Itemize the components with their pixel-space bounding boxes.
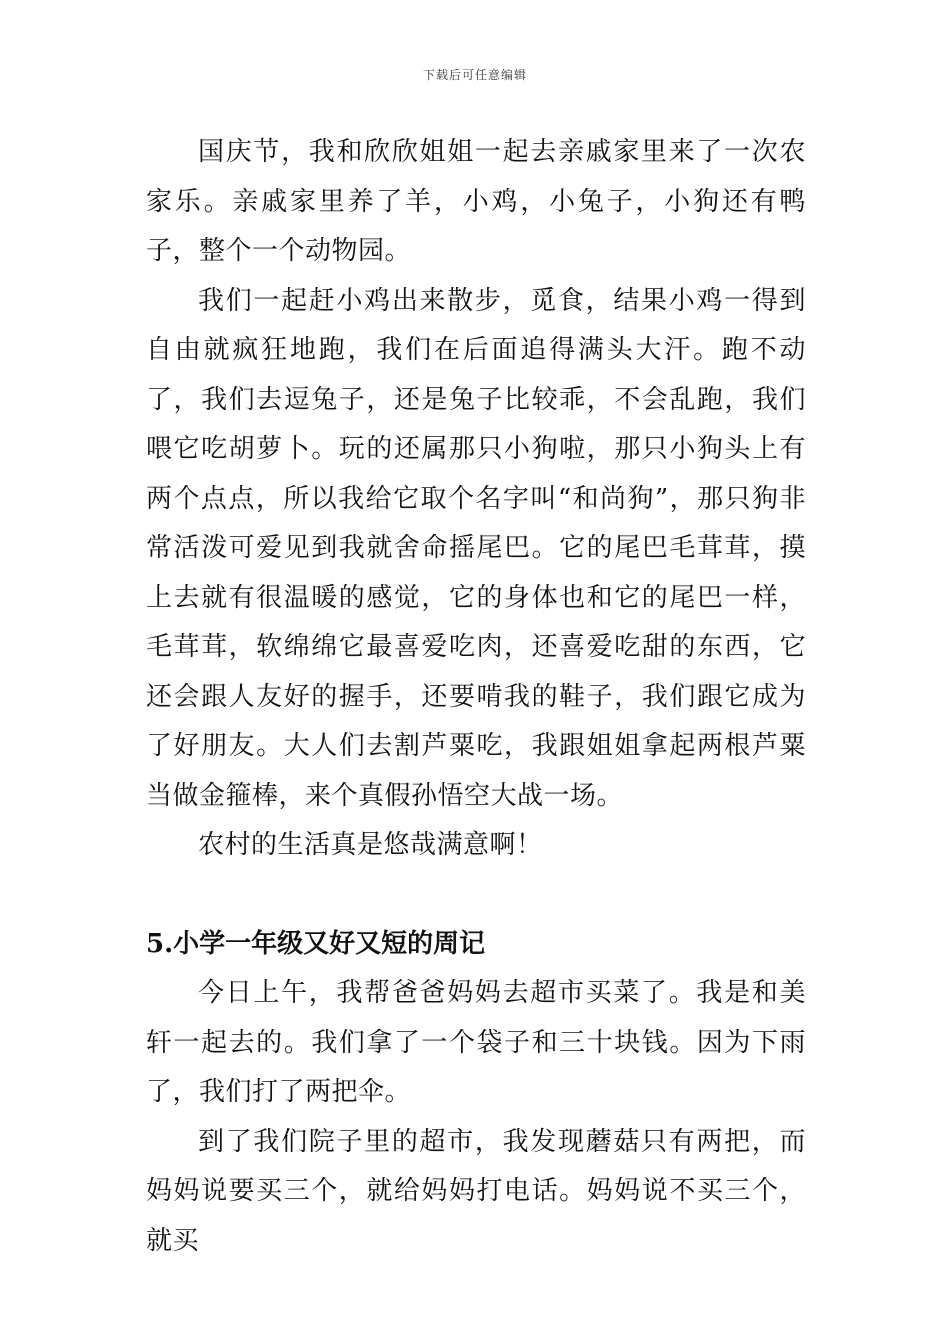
story2-paragraph-2: 到了我们院子里的超市，我发现蘑菇只有两把，而妈妈说要买三个，就给妈妈打电话。妈妈说不买三个，就买	[146, 1126, 806, 1256]
story1-paragraph-3: 农村的生活真是悠哉满意啊！	[198, 830, 543, 860]
story2-paragraph-1: 今日上午，我帮爸爸妈妈去超市买菜了。我是和美轩一起去的。我们拿了一个袋子和三十块钱。因为下雨了，我们打了两把伞。	[146, 978, 806, 1107]
section-heading: 5.小学一年级又好又短的周记	[146, 928, 486, 959]
story1-paragraph-1: 国庆节，我和欣欣姐姐一起去亲戚家里来了一次农家乐。亲戚家里养了羊，小鸡，小兔子，小狗还有鸭子，整个一个动物园。	[146, 137, 806, 266]
header-note: 下载后可任意编辑	[422, 68, 527, 82]
document-body	[146, 128, 806, 1266]
section-gap	[146, 871, 806, 920]
story1-paragraph-2: 我们一起赶小鸡出来散步，觅食，结果小鸡一得到自由就疯狂地跑，我们在后面追得满头大汗。跑不动了，我们去逗兔子，还是兔子比较乖，不会乱跑，我们喂它吃胡萝卜。玩的还属那只小狗啦，那只小狗头上有两个点点，所以我给它取个名字叫“和尚狗”，那只狗非常活泼可爱见到我就舍命摇尾巴。它的尾巴毛茸茸，摸上去就有很温暖的感觉，它的身体也和它的尾巴一样，毛茸茸，软绵绵它最喜爱吃肉，还喜爱吃甜的东西，它还会跟人友好的握手，还要啃我的鞋子，我们跟它成为了好朋友。大人们去割芦粟吃，我跟姐姐拿起两根芦粟当做金箍棒，来个真假孙悟空大战一场。	[146, 285, 806, 811]
